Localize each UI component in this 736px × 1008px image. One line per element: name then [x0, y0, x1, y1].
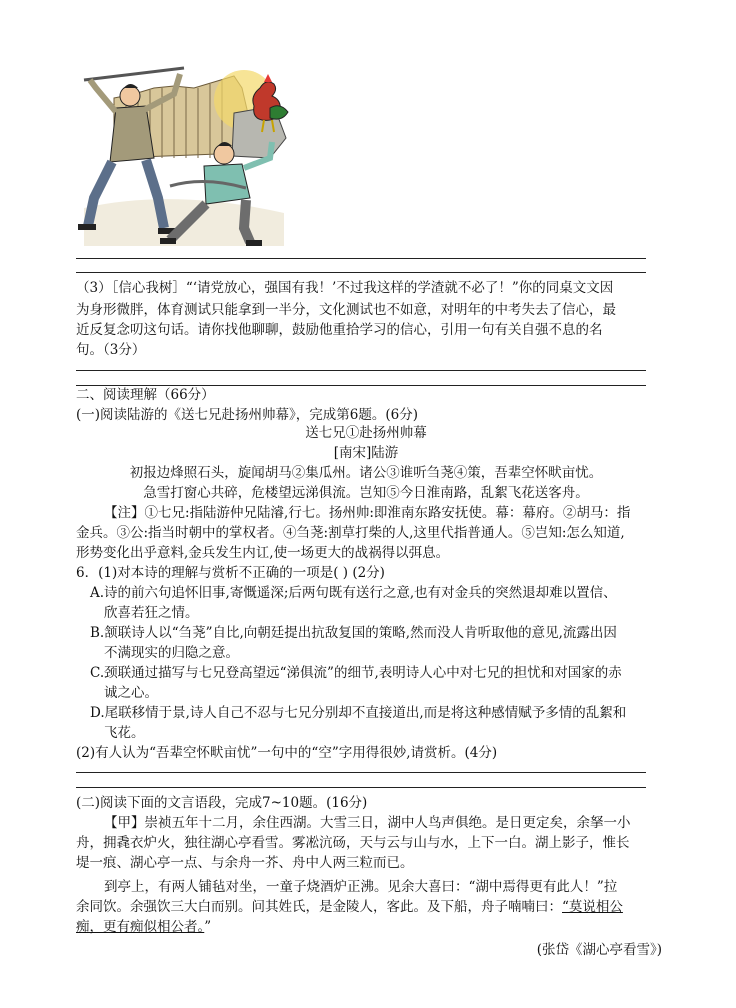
passage-line: 【甲】崇祯五年十二月，余住西湖。大雪三日，湖中人鸟声俱绝。是日更定矣，余拏一小: [104, 815, 631, 831]
q3-line: 句。（3分）: [76, 342, 146, 358]
answer-line: [76, 787, 646, 788]
underlined-sentence: 痴，更有痴似相公者。: [76, 919, 205, 935]
answer-line: [76, 272, 646, 273]
passage-line: [76, 897, 656, 917]
underlined-sentence: “莫说相公: [562, 899, 623, 915]
passage-line: [76, 917, 656, 937]
q6-stem: 6．(1)对本诗的理解与赏析不正确的一项是( ) (2分): [76, 565, 385, 581]
passage-line: 堤一痕、湖心亭一点、与余舟一芥、舟中人两三粒而已。: [76, 855, 414, 871]
q6-part2: (2)有人认为“吾辈空怀畎亩忧”一句中的“空”字用得很妙,请赏析。(4分): [76, 745, 498, 761]
q3-line: 为身形微胖，体育测试只能拿到一半分，文化测试也不如意，对明年的中考失去了信心，最: [76, 302, 616, 318]
q3-line: （3）［信心我树］“‘请党放心，强国有我！’不过我这样的学渣就不必了！”你的同桌文文因: [76, 280, 614, 296]
swordsmen-illustration: [74, 58, 292, 246]
answer-line: [76, 772, 646, 773]
poem-title: 送七兄①赴扬州帅幕: [305, 425, 427, 441]
note-line: 金兵。③公:指当时朝中的掌权者。④刍荛:割草打柴的人,这里代指普通人。⑤岂知:怎么知道,: [76, 525, 625, 541]
section-heading: 二、阅读理解（66分）: [76, 387, 215, 403]
q6-option-c-cont: 诚之心。: [104, 685, 158, 701]
note-line: 【注】①七兄:指陆游仲兄陆濬,行七。扬州帅:即淮南东路安抚使。幕：幕府。②胡马：指: [104, 505, 631, 521]
passage-line: 舟，拥毳衣炉火，独往湖心亭看雪。雾凇沆砀，天与云与山与水，上下一白。湖上影子，惟长: [76, 835, 630, 851]
q6-option-a: A.诗的前六句追怀旧事,寄慨遥深;后两句既有送行之意,也有对金兵的突然退却难以置信、: [90, 585, 617, 601]
answer-line: [76, 258, 646, 259]
q3-line: 近反复念叨这句话。请你找他聊聊，鼓励他重拾学习的信心，引用一句有关自强不息的名: [76, 322, 603, 338]
answer-line: [76, 370, 646, 371]
q6-option-c: C.颈联通过描写与七兄登高望远“涕俱流”的细节,表明诗人心中对七兄的担忧和对国家的赤: [90, 665, 622, 681]
q6-option-d: D.尾联移情于景,诗人自己不忍与七兄分别却不直接道出,而是将这种感情赋予多情的乱絮和: [90, 705, 627, 721]
passage-text: ”: [204, 919, 212, 935]
passage-source: (张岱《湖心亭看雪》): [536, 942, 662, 958]
passage-text: 余同饮。余强饮三大白而别。问其姓氏，是金陵人，客此。及下船，舟子喃喃曰：: [76, 899, 562, 915]
q6-option-b: B.颔联诗人以“刍荛”自比,向朝廷提出抗敌复国的策略,然而没人肯听取他的意见,流露出因: [90, 625, 617, 641]
poem-line: 初报边烽照石头，旋闻胡马②集瓜州。诸公③谁听刍荛④策，吾辈空怀畎亩忧。: [129, 465, 603, 481]
part1-intro: (一)阅读陆游的《送七兄赴扬州帅幕》，完成第6题。(6分): [76, 407, 418, 423]
q6-option-d-cont: 飞花。: [104, 725, 145, 741]
part2-intro: (二)阅读下面的文言语段，完成7~10题。(16分): [76, 795, 368, 811]
poem-line: 急雪打窗心共碎，危楼望远涕俱流。岂知⑤今日淮南路，乱絮飞花送客舟。: [143, 485, 589, 501]
poem-author: [南宋]陆游: [333, 445, 399, 461]
q6-option-a-cont: 欣喜若狂之情。: [104, 605, 199, 621]
note-line: 形势变化出乎意料,金兵发生内讧,使一场更大的战祸得以弭息。: [76, 545, 450, 561]
q6-option-b-cont: 不满现实的归隐之意。: [104, 645, 239, 661]
passage-line: 到亭上，有两人铺毡对坐，一童子烧酒炉正沸。见余大喜曰：“湖中焉得更有此人！”拉: [104, 879, 618, 895]
